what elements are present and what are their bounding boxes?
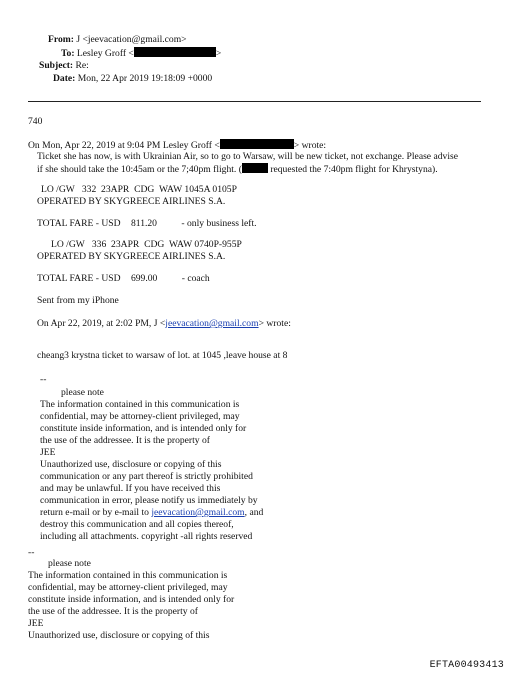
quote-suffix: > wrote: — [258, 318, 291, 329]
wrote-line-suffix: > wrote: — [293, 140, 327, 151]
original-message: cheang3 krystna ticket to warsaw of lot. at 1045 ,leave house at 8 — [37, 350, 288, 361]
fare-1-label: TOTAL FARE - USD — [37, 218, 121, 229]
quote-prefix: On Apr 22, 2019, at 2:02 PM, J < — [37, 318, 166, 329]
inner-disclaimer-line: communication in error, please notify us immediately by — [40, 495, 258, 506]
inner-disclaimer-line: including all attachments. copyright -all rights reserved — [40, 531, 253, 542]
redaction-box — [220, 139, 294, 149]
subject-value: Re: — [75, 60, 89, 71]
subject-label: Subject: — [39, 60, 74, 71]
from-value: J <jeevacation@gmail.com> — [76, 34, 187, 45]
outer-disclaimer-line: JEE — [28, 618, 44, 629]
redaction-box — [134, 47, 216, 57]
inner-disclaimer-line: and may be unlawful. If you have received this — [40, 483, 221, 494]
inner-disclaimer-line: destroy this communication and all copies thereof, — [40, 519, 234, 530]
fare-1-amount: 811.20 — [130, 218, 157, 229]
to-label: To: — [61, 48, 75, 59]
outer-disclaimer-line: constitute inside information, and is intended only for — [28, 594, 235, 605]
flight-2-line-2: OPERATED BY SKYGREECE AIRLINES S.A. — [37, 251, 226, 262]
disclaimer-email-link[interactable]: jeevacation@gmail.com — [151, 507, 245, 518]
from-label: From: — [48, 34, 74, 45]
document-id-stamp: EFTA00493413 — [429, 660, 504, 671]
flight-1-line-1: LO /GW 332 23APR CDG WAW 1045A 0105P — [41, 184, 237, 195]
fare-2 — [37, 273, 210, 285]
email-line-suffix: , and — [244, 507, 264, 518]
wrote-line-prefix: On Mon, Apr 22, 2019 at 9:04 PM Lesley Groff < — [28, 140, 220, 151]
message-line-2-prefix: if she should take the 10:45am or the 7;40pm flight. ( — [37, 164, 242, 175]
header-subject — [39, 60, 89, 72]
inner-disclaimer-line: please note — [61, 387, 104, 398]
message-line-1: Ticket she has now, is with Ukrainian Air, so to go to Warsaw, will be new ticket, not exchange. Please advise — [37, 151, 458, 162]
fare-1-note: - only business left. — [181, 218, 257, 229]
outer-disclaimer-dashes: -- — [28, 547, 35, 558]
sent-from: Sent from my iPhone — [37, 295, 119, 306]
outer-disclaimer-line: the use of the addressee. It is the property of — [28, 606, 198, 617]
outer-disclaimer-line: confidential, may be attorney-client privileged, may — [28, 582, 228, 593]
fare-2-label: TOTAL FARE - USD — [37, 273, 121, 284]
flight-1-line-2: OPERATED BY SKYGREECE AIRLINES S.A. — [37, 196, 226, 207]
inner-disclaimer-line: confidential, may be attorney-client privileged, may — [40, 411, 240, 422]
message-line-2 — [37, 163, 438, 176]
inner-disclaimer-line: constitute inside information, and is intended only for — [40, 423, 247, 434]
outer-disclaimer-line: The information contained in this communication is — [28, 570, 228, 581]
inner-disclaimer-line: The information contained in this communication is — [40, 399, 240, 410]
email-line-prefix: return e-mail or by e-mail to — [40, 507, 152, 518]
quote-header — [37, 318, 291, 330]
header-divider — [28, 101, 481, 102]
header-to — [61, 47, 221, 60]
date-label: Date: — [53, 73, 76, 84]
inner-disclaimer-line: JEE — [40, 447, 56, 458]
fare-2-amount: 699.00 — [130, 273, 158, 284]
inner-disclaimer-line: Unauthorized use, disclosure or copying of this — [40, 459, 222, 470]
outer-disclaimer-line: Unauthorized use, disclosure or copying of this — [28, 630, 210, 641]
inner-disclaimer-email-line — [40, 507, 263, 519]
header-from — [48, 34, 187, 46]
date-value: Mon, 22 Apr 2019 19:18:09 +0000 — [77, 73, 213, 84]
inner-disclaimer-line: the use of the addressee. It is the property of — [40, 435, 210, 446]
to-value-suffix: > — [215, 48, 222, 59]
inner-disclaimer-line: communication or any part thereof is strictly prohibited — [40, 471, 253, 482]
to-value-prefix: Lesley Groff < — [76, 48, 134, 59]
quote-email-link[interactable]: jeevacation@gmail.com — [165, 318, 259, 329]
inner-disclaimer-dashes: -- — [40, 374, 47, 385]
message-number: 740 — [28, 116, 43, 127]
outer-disclaimer-line: please note — [48, 558, 91, 569]
flight-2-line-1: LO /GW 336 23APR CDG WAW 0740P-955P — [51, 239, 242, 250]
header-date — [53, 73, 212, 85]
redaction-box — [242, 163, 268, 173]
fare-2-note: - coach — [181, 273, 210, 284]
message-line-2-suffix: requested the 7:40pm flight for Khrystyna). — [270, 164, 438, 175]
fare-1 — [37, 218, 257, 230]
